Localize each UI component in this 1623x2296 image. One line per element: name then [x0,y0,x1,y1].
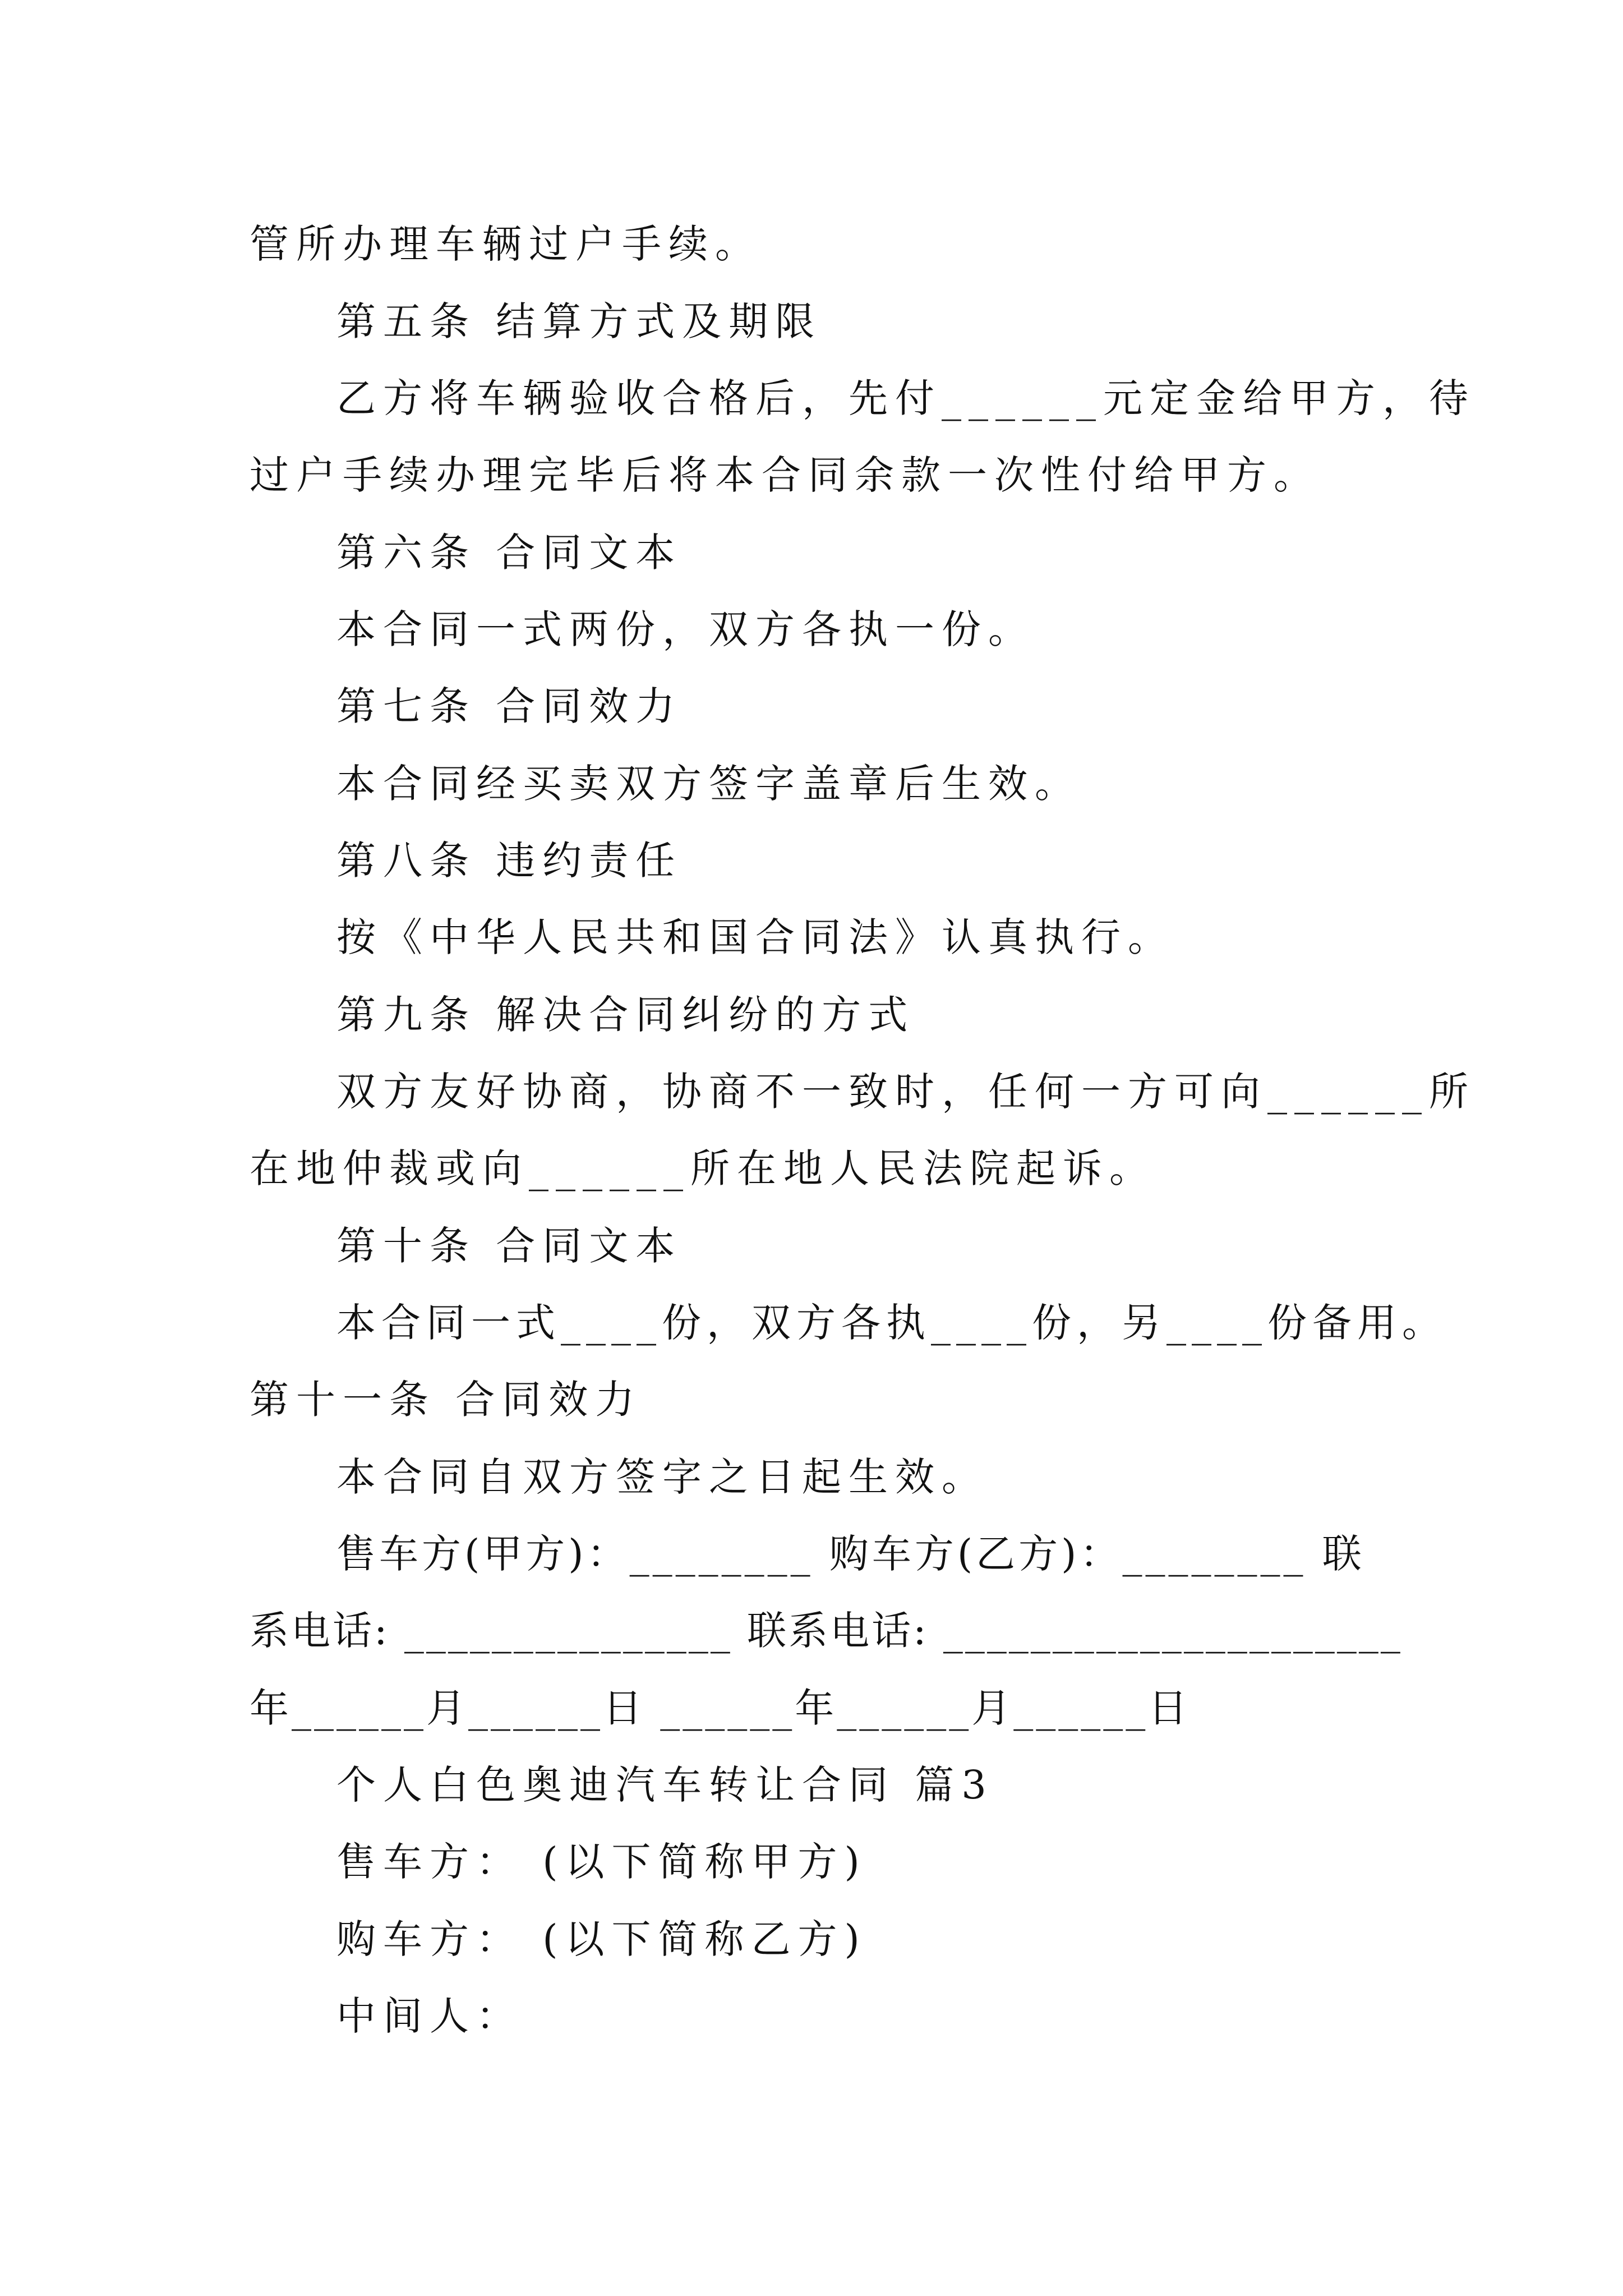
article-9-heading: 第九条 解决合同纠纷的方式 [336,992,915,1038]
text-line-10: 按《中华人民共和国合同法》认真执行。 [336,914,1174,960]
phone-line: 系电话: _______________ 联系电话: _____________________ [250,1608,1403,1654]
text-line-6: 本合同一式两份，双方各执一份。 [336,606,1035,652]
text-line-8: 本合同经买卖双方签字盖章后生效。 [336,761,1081,807]
article-8-heading: 第八条 违约责任 [336,838,683,884]
text-line-13: 在地仲裁或向______所在地人民法院起诉。 [250,1145,1156,1191]
text-line-4: 过户手续办理完毕后将本合同余款一次性付给甲方。 [250,452,1320,498]
article-10-heading: 第十条 合同文本 [336,1223,683,1269]
article-6-heading: 第六条 合同文本 [336,530,683,576]
section-3-title: 个人白色奥迪汽车转让合同 篇3 [336,1762,994,1808]
text-line-15: 本合同一式____份，双方各执____份，另____份备用。 [336,1300,1447,1346]
article-11-heading: 第十一条 合同效力 [250,1377,642,1423]
intermediary-line: 中间人： [336,1993,523,2039]
text-line-17: 本合同自双方签字之日起生效。 [336,1454,988,1500]
date-line: 年______月______日 ______年______月______日 [250,1685,1191,1731]
text-line-1: 管所办理车辆过户手续。 [250,221,762,267]
text-line-3: 乙方将车辆验收合格后，先付______元定金给甲方，待 [336,375,1476,421]
text-line-12: 双方友好协商，协商不一致时，任何一方可向______所 [336,1069,1476,1115]
article-7-heading: 第七条 合同效力 [336,683,683,729]
signature-parties-line: 售车方(甲方)：________ 购车方(乙方)：________ 联 [336,1531,1365,1577]
article-5-heading: 第五条 结算方式及期限 [336,298,822,344]
buyer-line: 购车方： (以下简称乙方) [336,1916,867,1962]
seller-line: 售车方： (以下简称甲方) [336,1839,867,1885]
